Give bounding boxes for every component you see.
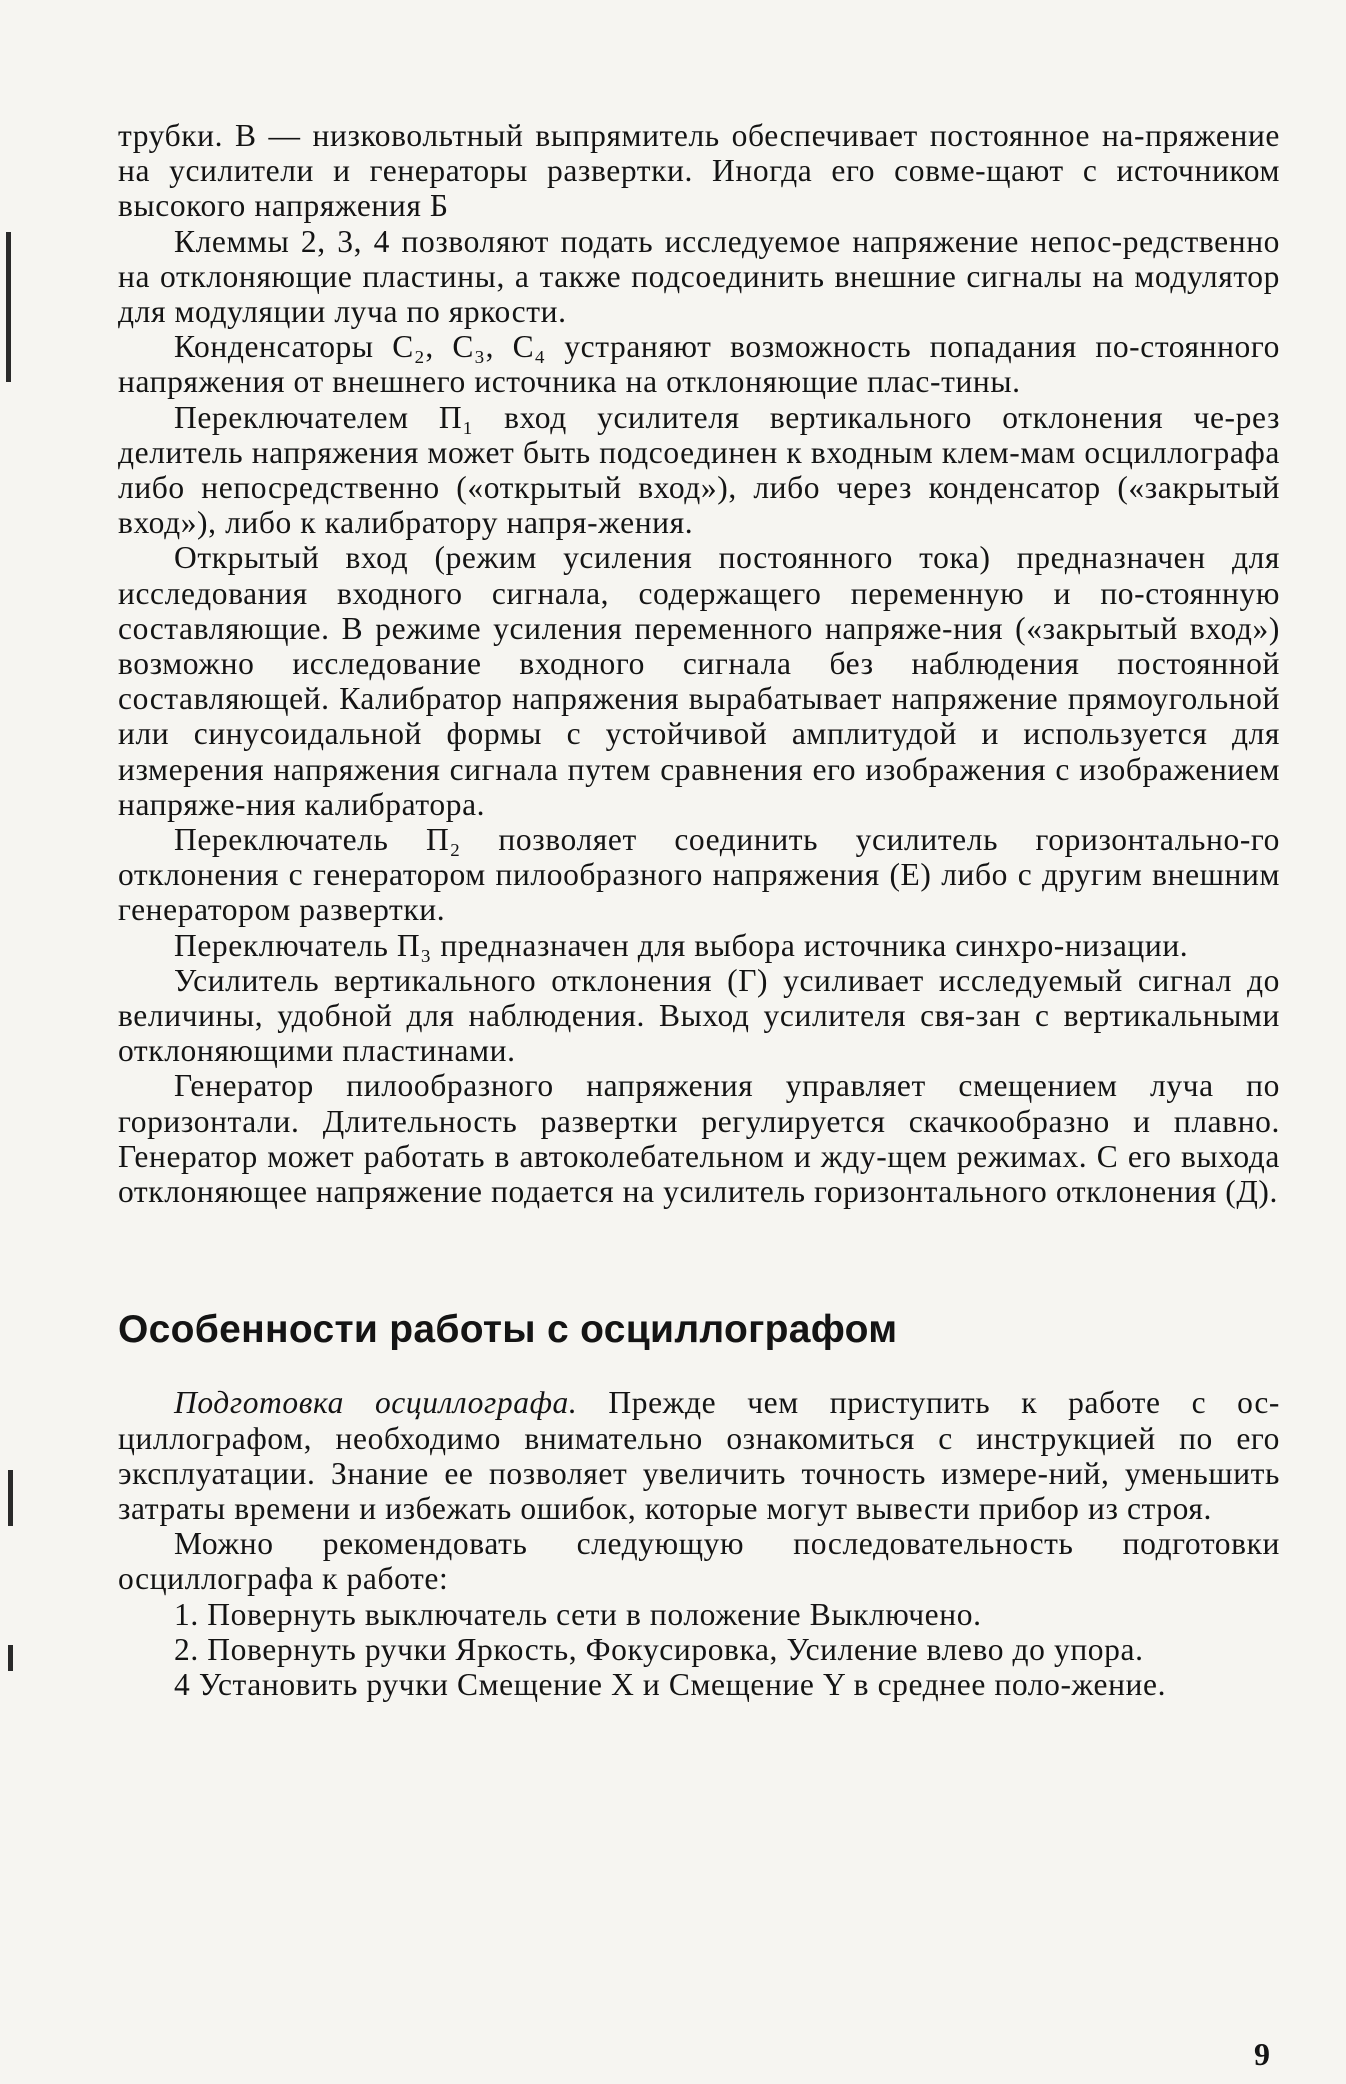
step-4: 4 Установить ручки Смещение X и Смещение Y в среднее поло-жение. (174, 1666, 1167, 1702)
document-page (118, 118, 1280, 1702)
paragraph-switch-p3: Переключатель П₃ предназначен для выбора источника синхро-низации. (174, 927, 1189, 963)
paragraph-vertical-amplifier: Усилитель вертикального отклонения (Г) усиливает исследуемый сигнал до величины, удобной для наблюдения. Выход усилителя свя-зан с вертикальными отклоняющими пластинами. (118, 962, 1280, 1069)
scan-artifact-top (6, 232, 11, 382)
preparation-lead: Подготовка осциллографа. (174, 1385, 578, 1421)
paragraph-open-input: Открытый вход (режим усиления постоянного тока) предназначен для исследования входного сигнала, содержащего переменную и по-стоянную составляющие. В режиме усиления переменного напряже-ния («закрытый вход») возможно исследование входного сигнала без наблюдения постоянной составляющей. Калибратор напряжения вырабатывает напряжение прямоугольной или синусоидальной формы с устойчивой амплитудой и используется для измерения напряжения сигнала путем сравнения его изображения с изображением напряже-ния калибратора. (118, 540, 1280, 822)
step-1: 1. Повернуть выключатель сети в положение Выключено. (174, 1596, 982, 1632)
paragraph-recommendation: Можно рекомендовать следующую последовательность подготовки осциллографа к работе: (118, 1526, 1280, 1597)
page-number: 9 (1254, 2036, 1270, 2072)
paragraph-preparation (118, 1385, 1280, 1526)
paragraph-sawtooth-generator: Генератор пилообразного напряжения управляет смещением луча по горизонтали. Длительность развертки регулируется скачкообразно и плавно. Генератор может работать в автоколебательном и жду-щем режимах. С его выхода отклоняющее напряжение подается на усилитель горизонтального отклонения (Д). (118, 1068, 1280, 1210)
paragraph-rectifier: трубки. В — низковольтный выпрямитель обеспечивает постоянное на-пряжение на усилители и генераторы развертки. Иногда его совме-щают с источником высокого напряжения Б (118, 118, 1280, 224)
section-heading: Особенности работы с осциллографом (118, 1308, 898, 1352)
paragraph-capacitors: Конденсаторы C₂, C₃, C₄ устраняют возможность попадания по-стоянного напряжения от внешнего источника на отклоняющие плас-тины. (118, 329, 1280, 400)
paragraph-terminals: Клеммы 2, 3, 4 позволяют подать исследуемое напряжение непос-редственно на отклоняющие пластины, а также подсоединить внешние сигналы на модулятор для модуляции луча по яркости. (118, 223, 1280, 330)
paragraph-switch-p2: Переключатель П₂ позволяет соединить усилитель горизонтально-го отклонения с генератором пилообразного напряжения (Е) либо с другим внешним генератором развертки. (118, 822, 1280, 928)
scan-artifact-mid (8, 1470, 13, 1526)
paragraph-switch-p1: Переключателем П₁ вход усилителя вертикального отклонения че-рез делитель напряжения может быть подсоединен к входным клем-мам осциллографа либо непосредственно («открытый вход»), либо через конденсатор («закрытый вход»), либо к калибратору напря-жения. (118, 399, 1280, 541)
step-2: 2. Повернуть ручки Яркость, Фокусировка, Усиление влево до упора. (174, 1631, 1144, 1667)
scan-artifact-low (8, 1645, 13, 1671)
preparation-text: Прежде чем приступить к работе с ос-циллографом, необходимо внимательно ознакомиться с инструкцией по его эксплуатации. Знание ее позволяет увеличить точность измере-ний, уменьшить затраты времени и избежать ошибок, которые могут вывести прибор из строя. (118, 1385, 1280, 1526)
